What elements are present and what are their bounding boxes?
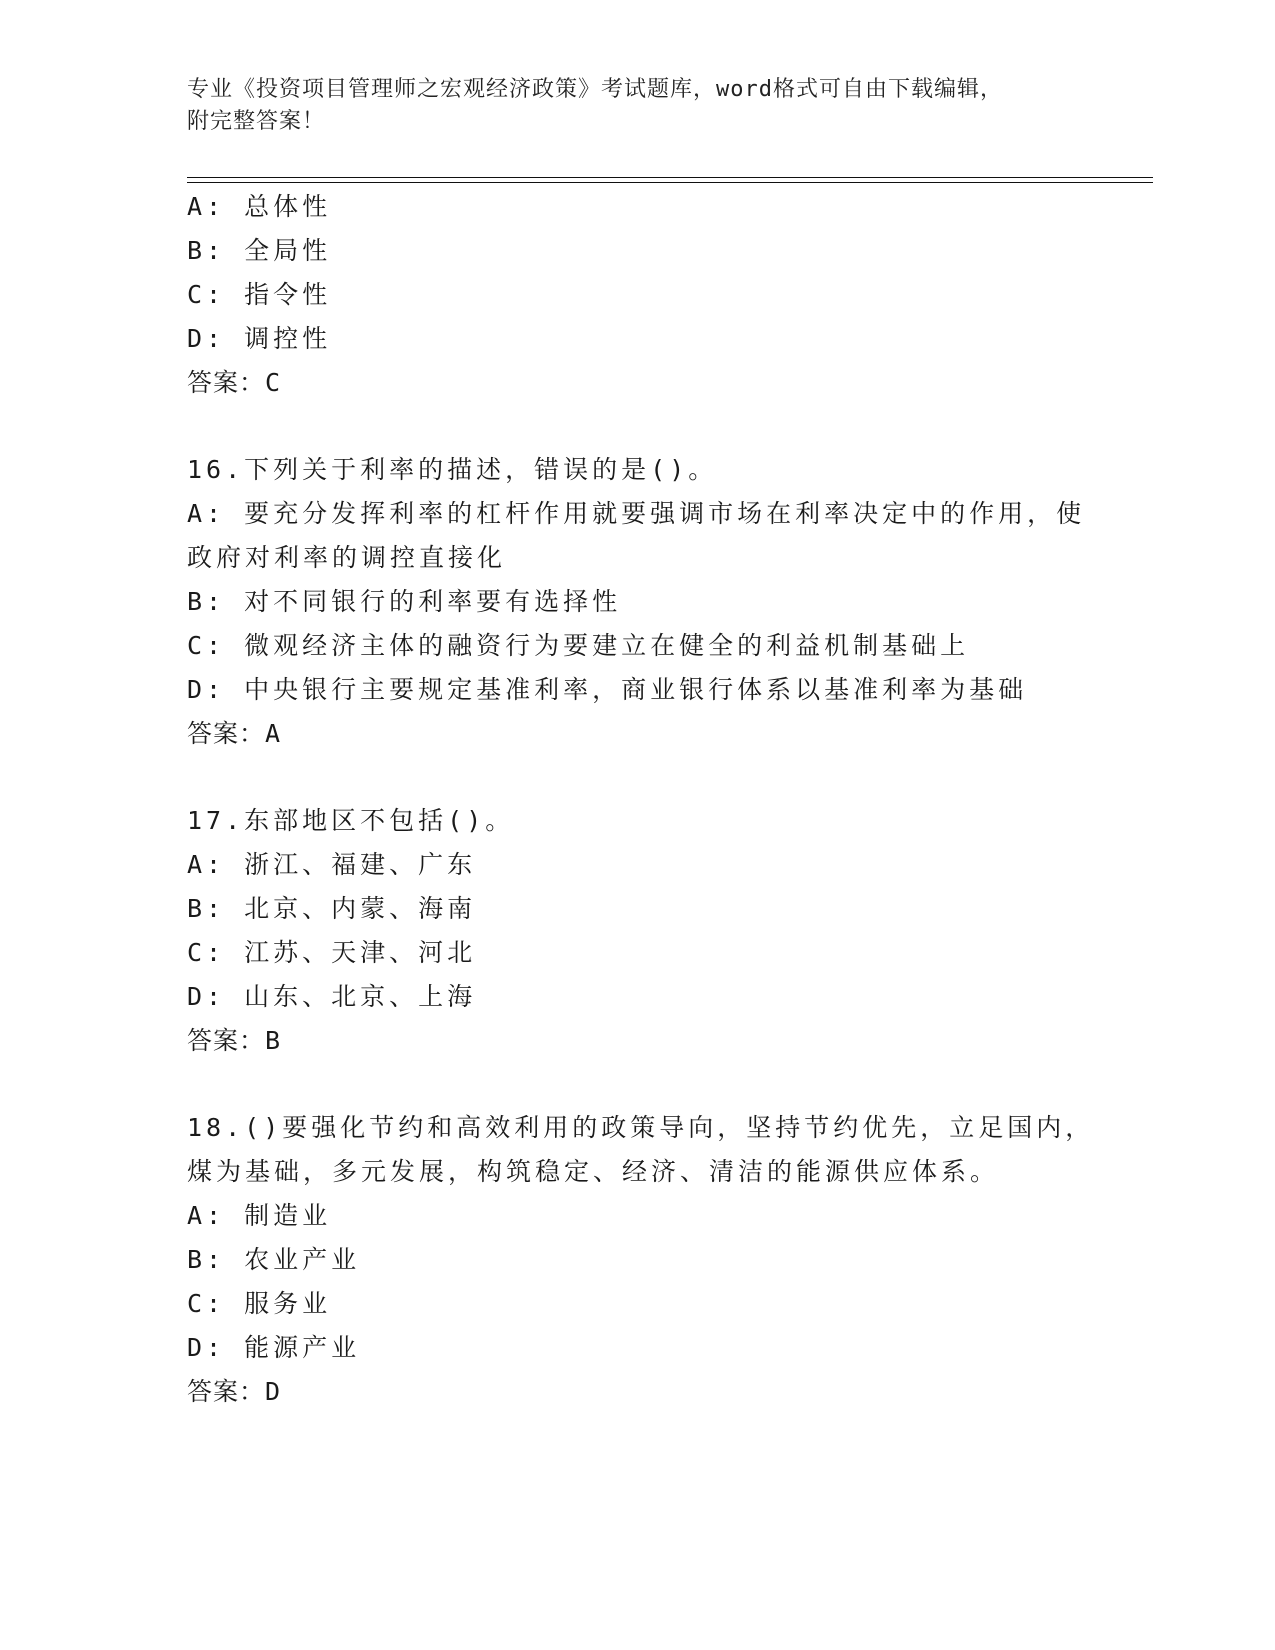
- q15-answer: [187, 367, 281, 399]
- q18-question-line-2: 煤为基础，多元发展，构筑稳定、经济、清洁的能源供应体系。: [187, 1157, 1000, 1186]
- q15-option-b: B: 全局性: [187, 236, 332, 265]
- answer-label: 答案：: [187, 1026, 266, 1055]
- header-line-2: 附完整答案！: [187, 109, 326, 134]
- document-header: [187, 74, 1077, 138]
- q17-option-c: C: 江苏、天津、河北: [187, 938, 477, 967]
- answer-value: D: [265, 1377, 282, 1406]
- q18-answer: [187, 1376, 281, 1408]
- q18-option-a: A: 制造业: [187, 1201, 332, 1230]
- q16-option-b: B: 对不同银行的利率要有选择性: [187, 587, 622, 616]
- answer-value: A: [265, 719, 282, 748]
- q16-option-c: C: 微观经济主体的融资行为要建立在健全的利益机制基础上: [187, 631, 970, 660]
- q17-option-b: B: 北京、内蒙、海南: [187, 894, 477, 923]
- q17-option-a: A: 浙江、福建、广东: [187, 850, 477, 879]
- q15-option-c: C: 指令性: [187, 280, 332, 309]
- q16-question: 16.下列关于利率的描述，错误的是()。: [187, 455, 718, 484]
- q18-option-c: C: 服务业: [187, 1289, 332, 1318]
- header-divider-top: [187, 177, 1153, 178]
- q15-option-a: A: 总体性: [187, 192, 332, 221]
- answer-label: 答案：: [187, 719, 266, 748]
- q15-option-d: D: 调控性: [187, 324, 332, 353]
- answer-value: B: [265, 1026, 282, 1055]
- q18-option-b: B: 农业产业: [187, 1245, 361, 1274]
- header-divider-bottom: [187, 182, 1153, 183]
- answer-label: 答案：: [187, 368, 266, 397]
- q16-option-a-line-1: A: 要充分发挥利率的杠杆作用就要强调市场在利率决定中的作用，使: [187, 499, 1086, 528]
- q18-option-d: D: 能源产业: [187, 1333, 361, 1362]
- header-line-1: 专业《投资项目管理师之宏观经济政策》考试题库，word格式可自由下载编辑，: [187, 77, 1003, 102]
- q17-question: 17.东部地区不包括()。: [187, 806, 515, 835]
- q17-option-d: D: 山东、北京、上海: [187, 982, 477, 1011]
- answer-value: C: [265, 368, 282, 397]
- q16-option-a-line-2: 政府对利率的调控直接化: [187, 543, 507, 572]
- answer-label: 答案：: [187, 1377, 266, 1406]
- q16-answer: [187, 718, 281, 750]
- q17-answer: [187, 1025, 281, 1057]
- q18-question-line-1: 18.()要强化节约和高效利用的政策导向，坚持节约优先，立足国内，: [187, 1113, 1095, 1142]
- q16-option-d: D: 中央银行主要规定基准利率，商业银行体系以基准利率为基础: [187, 675, 1028, 704]
